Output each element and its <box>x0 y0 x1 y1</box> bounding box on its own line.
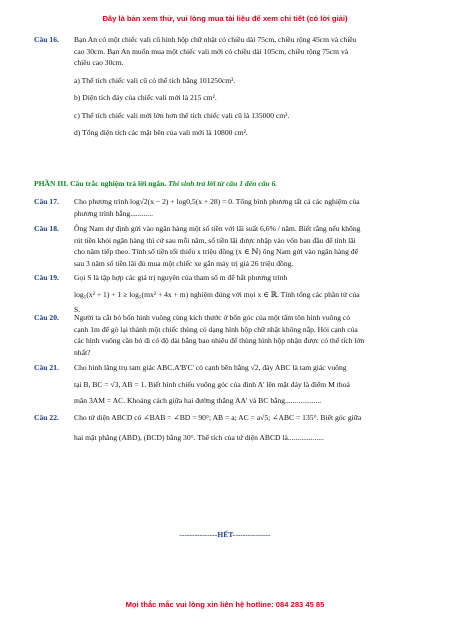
preview-notice: Đây là bản xem thử, vui lòng mua tài liệu để xem chi tiết (có lời giải) <box>102 14 348 23</box>
section-instruction: Thí sinh trả lời từ câu 1 đến câu 6. <box>166 179 278 188</box>
question-text: Ông Nam dự định gửi vào ngân hàng một số tiền với lãi suất 6,6% / năm. Biết rằng nếu không <box>74 224 361 233</box>
question-16 <box>34 34 424 139</box>
question-21 <box>34 362 424 407</box>
question-20 <box>34 312 424 358</box>
question-text: phương trình bằng............ <box>74 208 154 218</box>
question-text: Cho hình lăng trụ tam giác ABC.A'B'C' có cạnh bên bằng √2, đáy ABC là tam giác vuông <box>74 363 347 372</box>
question-18 <box>34 223 424 269</box>
hotline-notice: Mọi thắc mắc vui lòng xin liên hệ hotline: 084 283 45 85 <box>125 600 325 609</box>
question-text: nhất? <box>74 347 91 357</box>
statement-a: a) Thể tích chiếc vali cũ có thể tích bằng 101250cm³. <box>74 75 236 85</box>
question-text: rút tiền khỏi ngân hàng thì cứ sau mỗi năm, số tiền lãi được nhập vào vốn ban đầu để tính lãi <box>74 235 356 245</box>
question-text: các hình vuông cần bỏ đi có độ dài bằng bao nhiêu để thùng hình hộp nhận được có thể tích lớn <box>74 336 365 345</box>
question-text: Cho tứ diện ABCD có ∠BAB = ∠BD = 90°; AB = a; AC = a√5; ∠ABC = 135°. Biết góc giữa <box>74 413 362 422</box>
end-marker: ---------------HẾT--------------- <box>179 530 271 539</box>
question-text: cao 30cm. Bạn An muốn mua một chiếc vali mới có chiều dài 105cm, chiều rộng 75cm và <box>74 46 349 56</box>
question-text: log₅(x² + 1) + 1 ≥ log₅(mx² + 4x + m) nghiệm đúng với mọi x ∈ ℝ. Tính tổng các phần tử của <box>74 289 360 299</box>
question-text: Người ta cắt bỏ bốn hình vuông cùng kích thước ở bốn góc của một tấm tôn hình vuông có <box>74 313 351 322</box>
question-text: Bạn An có một chiếc vali cũ hình hộp chữ nhật có chiều dài 75cm, chiều rộng 45cm và chiều <box>74 35 357 44</box>
question-text: tại B, BC = √3, AB = 1. Biết hình chiếu vuông góc của đỉnh A' lên mặt đáy là điểm M thoả <box>74 379 350 389</box>
question-text: S. <box>74 305 81 314</box>
question-number: Câu 18. <box>34 224 59 233</box>
question-number: Câu 19. <box>34 273 59 282</box>
section-title: PHẦN III. Câu trắc nghiệm trả lời ngắn. <box>34 179 167 188</box>
question-text: cho năm tiếp theo. Tính số tiền tối thiểu x triệu đồng (x ∈ ℕ) ông Nam gửi vào ngân hàng để <box>74 247 358 256</box>
statement-d: d) Tổng diện tích các mặt bên của vali mới là 10800 cm². <box>74 128 248 137</box>
question-text: chiều cao 30cm. <box>74 58 124 67</box>
statement-b: b) Diện tích đáy của chiếc vali mới là 215 cm². <box>74 93 217 102</box>
question-19 <box>34 272 424 316</box>
question-text: Cho phương trình log√2(x − 2) + log0,5(x + 28) = 0. Tổng bình phương tất cả các nghiệm của <box>74 197 360 206</box>
section-heading <box>34 179 424 188</box>
question-number: Câu 20. <box>34 313 59 322</box>
question-number: Câu 22. <box>34 413 59 422</box>
question-22 <box>34 412 424 443</box>
question-text: hai mặt phẳng (ABD), (BCD) bằng 30°. Thể tích của tứ diện ABCD là................... <box>74 432 324 442</box>
question-text: Gọi S là tập hợp các giá trị nguyên của tham số m để bất phương trình <box>74 273 288 282</box>
question-text: mãn 3AM = AC. Khoảng cách giữa hai đường thẳng AA' và BC bằng................... <box>74 396 322 405</box>
question-text: sau 3 năm số tiền lãi đủ mua một chiếc xe gắn máy trị giá 26 triệu đồng. <box>74 258 294 268</box>
question-17 <box>34 196 424 219</box>
statement-c: c) Thể tích chiếc vali mới lớn hơn thể tích chiếc vali cũ là 135000 cm³. <box>74 110 290 120</box>
question-number: Câu 16. <box>34 35 59 44</box>
question-number: Câu 17. <box>34 197 59 206</box>
question-text: cạnh 1m để gò lại thành một chiếc thùng có dạng hình hộp chữ nhật không nắp. Hỏi cạnh của <box>74 324 358 334</box>
question-number: Câu 21. <box>34 363 59 372</box>
